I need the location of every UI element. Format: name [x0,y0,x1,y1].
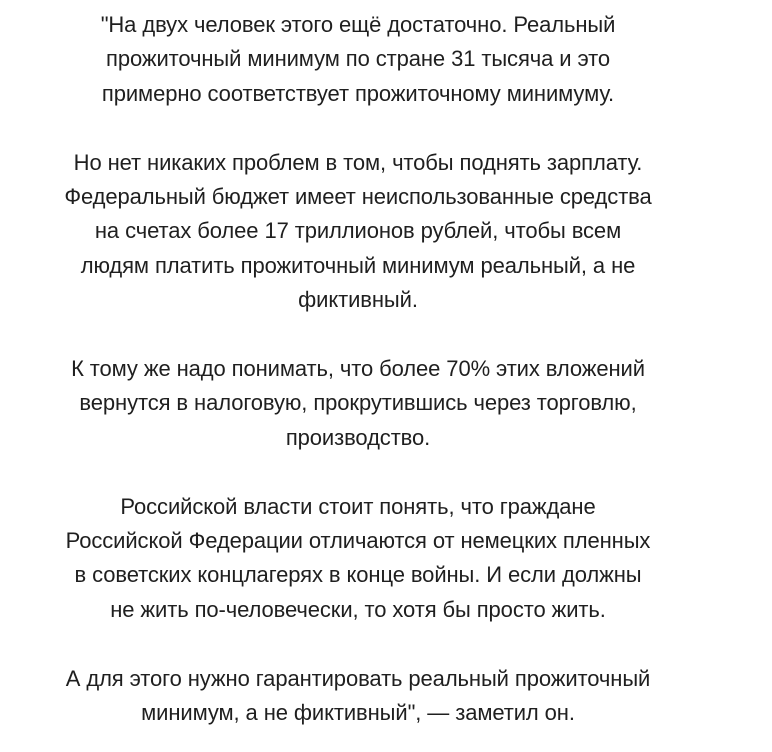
paragraph-4 [0,490,716,628]
paragraph-3 [0,352,716,455]
paragraph-line: Но нет никаких проблем в том, чтобы поднять зарплату. [73,149,643,175]
paragraph-line: минимум, а не фиктивный", — заметил он. [141,700,575,726]
paragraph-line: в советских концлагерях в конце войны. И если должны [74,562,642,588]
paragraph-line: не жить по-человечески, то хотя бы просто жить. [110,596,606,622]
paragraph-line: вернутся в налоговую, прокрутившись через торговлю, [79,390,637,416]
paragraph-5 [0,662,716,731]
paragraph-line: людям платить прожиточный минимум реальный, а не [80,252,636,278]
paragraph-spacer [0,318,716,352]
paragraph-line: Российской Федерации отличаются от немецких пленных [65,528,651,554]
paragraph-line: прожиточный минимум по стране 31 тысяча и это [106,46,610,72]
paragraph-line: А для этого нужно гарантировать реальный прожиточный [65,665,651,691]
paragraph-1 [0,8,716,111]
paragraph-line: "На двух человек этого ещё достаточно. Реальный [100,12,616,37]
paragraph-line: фиктивный. [298,287,418,313]
paragraph-spacer [0,455,716,489]
paragraph-spacer [0,111,716,145]
paragraph-spacer [0,627,716,661]
paragraph-line: на счетах более 17 триллионов рублей, чтобы всем [94,218,622,244]
paragraph-line: Федеральный бюджет имеет неиспользованные средства [64,184,652,210]
paragraph-line: производство. [285,424,431,450]
paragraph-2 [0,146,716,318]
paragraph-line: Российской власти стоит понять, что граждане [120,493,596,519]
paragraph-line: примерно соответствует прожиточному минимуму. [101,80,615,106]
paragraph-line: К тому же надо понимать, что более 70% этих вложений [71,356,645,382]
